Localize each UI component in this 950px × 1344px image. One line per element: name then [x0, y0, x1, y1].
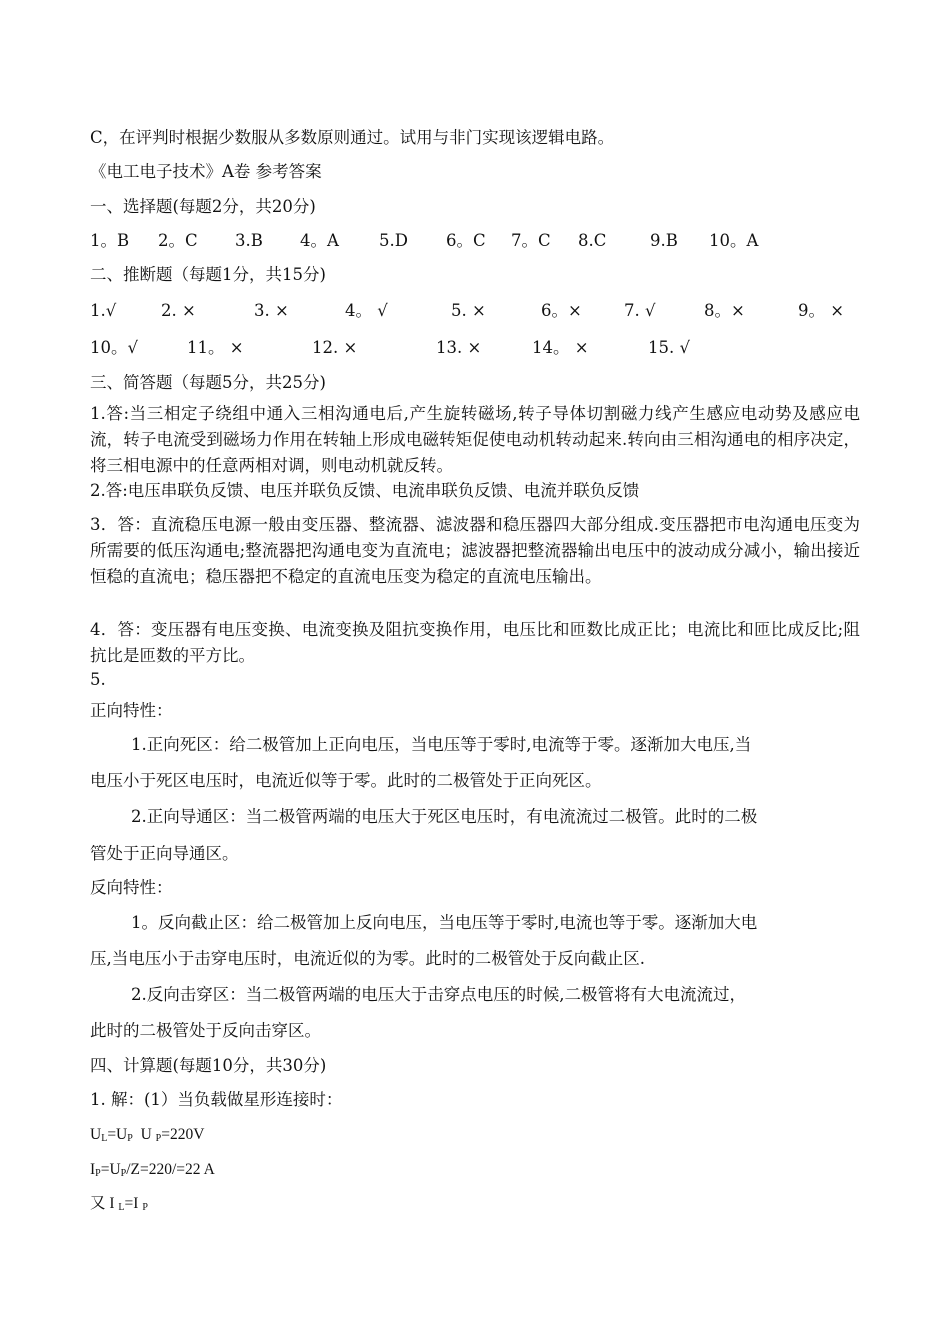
choice-answer: 10。A	[709, 231, 759, 250]
formula-subscript: P	[120, 1168, 127, 1179]
formula-term: U	[132, 1126, 156, 1143]
answer-title: 《电工电子技术》A卷 参考答案	[90, 162, 322, 181]
reverse-cutoff-line-2: 压,当电压小于击穿电压时，电流近似的为零。此时的二极管处于反向截止区.	[90, 949, 645, 968]
judgement-answer: 7. √	[624, 301, 656, 320]
formula-term: /Z=220/=22 A	[126, 1161, 215, 1178]
formula-subscript: P	[95, 1168, 101, 1179]
choice-answer: 3.B	[235, 231, 263, 250]
formula-phase-current	[90, 1159, 215, 1185]
short-answer-3: 3．答：直流稳压电源一般由变压器、整流器、滤波器和稳压器四大部分组成.变压器把市电沟通电压变为所需要的低压沟通电;整流器把沟通电变为直流电；滤波器把整流器输出电压中的波动成分减小，输出接近恒稳的直流电；稳压器把不稳定的直流电压变为稳定的直流电压输出。	[90, 515, 860, 586]
formula-subscript: P	[142, 1202, 148, 1213]
formula-term: 又 I	[90, 1195, 119, 1212]
choice-answer: 6。C	[446, 231, 486, 250]
formula-term: =U	[100, 1161, 121, 1178]
section2-heading: 二、推断题（每题1分，共15分)	[90, 265, 326, 284]
reverse-cutoff-line-1: 1。反向截止区：给二极管加上反向电压，当电压等于零时,电流也等于零。逐渐加大电	[131, 913, 758, 932]
formula-subscript: P	[155, 1133, 162, 1144]
section3-heading: 三、简答题（每题5分，共25分)	[90, 373, 326, 392]
intro-line: C，在评判时根据少数服从多数原则通过。试用与非门实现该逻辑电路。	[90, 128, 615, 147]
formula-term: I	[90, 1161, 96, 1178]
choice-answer: 4。A	[300, 231, 339, 250]
formula-term: =I	[124, 1195, 143, 1212]
judgement-answer: 15. √	[648, 338, 690, 357]
judgement-answer: 3. ×	[254, 301, 289, 320]
formula-term: =U	[107, 1126, 128, 1143]
judgement-answer: 4。 √	[345, 301, 388, 320]
judgement-answer: 2. ×	[161, 301, 196, 320]
choice-answer: 1。B	[90, 231, 130, 250]
choice-answer: 8.C	[578, 231, 607, 250]
judgement-answer: 14。 ×	[532, 338, 589, 357]
short-answer-1: 1.答:当三相定子绕组中通入三相沟通电后,产生旋转磁场,转子导体切割磁力线产生感应电动势及感应电流，转子电流受到磁场力作用在转轴上形成电磁转矩促使电动机转动起来.转向由三相沟通电的相序决定，将三相电源中的任意两相对调，则电动机就反转。	[90, 404, 860, 475]
choice-answers-row	[90, 230, 790, 252]
judgement-answer: 5. ×	[451, 301, 486, 320]
section1-heading: 一、选择题(每题2分，共20分)	[90, 197, 316, 216]
short-answer-5-number: 5.	[90, 670, 106, 689]
judgement-answer: 9。 ×	[798, 301, 845, 320]
judgement-answer: 13. ×	[436, 338, 482, 357]
calc-q1-line: 1. 解：(1）当负载做星形连接时：	[90, 1090, 343, 1109]
forward-dead-zone-line-2: 电压小于死区电压时，电流近似等于零。此时的二极管处于正向死区。	[90, 771, 602, 790]
choice-answer: 2。C	[158, 231, 198, 250]
formula-term: =220V	[161, 1126, 205, 1143]
forward-characteristics-heading: 正向特性：	[90, 701, 173, 720]
formula-subscript: L	[118, 1202, 125, 1213]
judgement-answer: 8。×	[704, 301, 745, 320]
judgement-answers-row-1	[90, 300, 870, 322]
reverse-breakdown-line-2: 此时的二极管处于反向击穿区。	[90, 1021, 321, 1040]
choice-answer: 9.B	[650, 231, 678, 250]
reverse-characteristics-heading: 反向特性：	[90, 878, 173, 897]
judgement-answer: 6。×	[541, 301, 582, 320]
judgement-answers-row-2	[90, 337, 790, 359]
judgement-answer: 10。√	[90, 338, 139, 357]
section4-heading: 四、计算题(每题10分，共30分)	[90, 1056, 327, 1075]
forward-dead-zone-line-1: 1.正向死区：给二极管加上正向电压，当电压等于零时,电流等于零。逐渐加大电压,当	[131, 735, 752, 754]
choice-answer: 5.D	[379, 231, 408, 250]
formula-term: U	[90, 1126, 102, 1143]
formula-subscript: L	[101, 1133, 108, 1144]
short-answer-4: 4．答：变压器有电压变换、电流变换及阻抗变换作用，电压比和匝数比成正比；电流比和匝比成反比;阻抗比是匝数的平方比。	[90, 620, 860, 665]
forward-conduction-line-1: 2.正向导通区：当二极管两端的电压大于死区电压时，有电流流过二极管。此时的二极	[131, 807, 758, 826]
forward-conduction-line-2: 管处于正向导通区。	[90, 844, 239, 863]
reverse-breakdown-line-1: 2.反向击穿区：当二极管两端的电压大于击穿点电压的时候,二极管将有大电流流过，	[131, 985, 746, 1004]
short-answer-2: 2.答:电压串联负反馈、电压并联负反馈、电流串联负反馈、电流并联负反馈	[90, 481, 640, 500]
judgement-answer: 12. ×	[312, 338, 358, 357]
judgement-answer: 1.√	[90, 301, 117, 320]
formula-line-current	[90, 1193, 148, 1219]
formula-line-voltage	[90, 1124, 204, 1150]
choice-answer: 7。C	[511, 231, 551, 250]
formula-subscript: P	[127, 1133, 133, 1144]
judgement-answer: 11。 ×	[187, 338, 244, 357]
